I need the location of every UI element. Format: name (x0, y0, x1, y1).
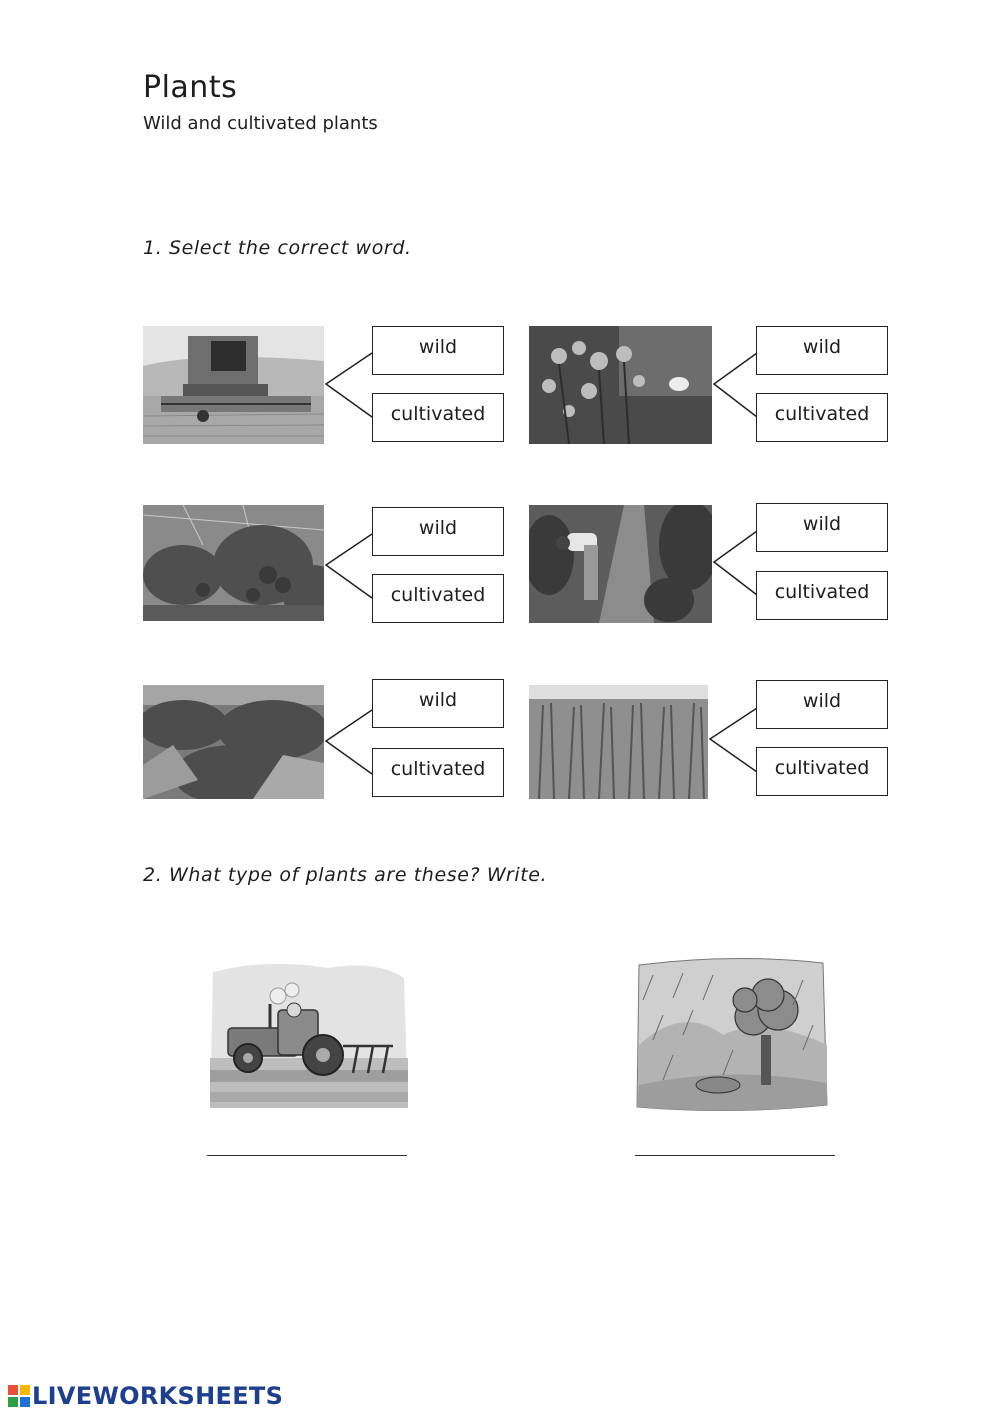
connector-lines (708, 706, 757, 776)
option-cultivated[interactable]: cultivated (372, 393, 504, 442)
greenhouse-tomatoes-photo (143, 505, 324, 621)
connector-lines (324, 351, 372, 421)
wild-shrubs-rocks-photo (143, 685, 324, 799)
option-wild[interactable]: wild (372, 326, 504, 375)
option-wild[interactable]: wild (372, 679, 504, 728)
option-wild[interactable]: wild (756, 503, 888, 552)
farmer-picking-photo (529, 505, 712, 623)
tractor-ploughing-illustration (208, 958, 410, 1112)
answer-blank-2[interactable] (635, 1155, 835, 1156)
option-cultivated[interactable]: cultivated (372, 574, 504, 623)
tree-in-rain-illustration (633, 955, 829, 1115)
answer-blank-1[interactable] (207, 1155, 407, 1156)
option-cultivated[interactable]: cultivated (756, 747, 888, 796)
option-cultivated[interactable]: cultivated (372, 748, 504, 797)
option-wild[interactable]: wild (372, 507, 504, 556)
combine-harvester-photo (143, 326, 324, 444)
option-cultivated[interactable]: cultivated (756, 571, 888, 620)
page-title: Plants (143, 70, 238, 105)
logo-mark-icon (8, 1385, 30, 1407)
connector-lines (324, 708, 372, 778)
option-wild[interactable]: wild (756, 326, 888, 375)
exercise-1-instruction: 1. Select the correct word. (143, 237, 412, 259)
page-subtitle: Wild and cultivated plants (143, 113, 378, 134)
exercise-2-instruction: 2. What type of plants are these? Write. (143, 864, 548, 886)
liveworksheets-logo[interactable] (8, 1382, 283, 1410)
connector-lines (712, 351, 757, 421)
option-wild[interactable]: wild (756, 680, 888, 729)
connector-lines (324, 532, 372, 602)
logo-text: LIVEWORKSHEETS (32, 1382, 284, 1410)
connector-lines (712, 529, 757, 599)
lavender-field-photo (529, 685, 708, 799)
option-cultivated[interactable]: cultivated (756, 393, 888, 442)
wild-flowers-butterfly-photo (529, 326, 712, 444)
